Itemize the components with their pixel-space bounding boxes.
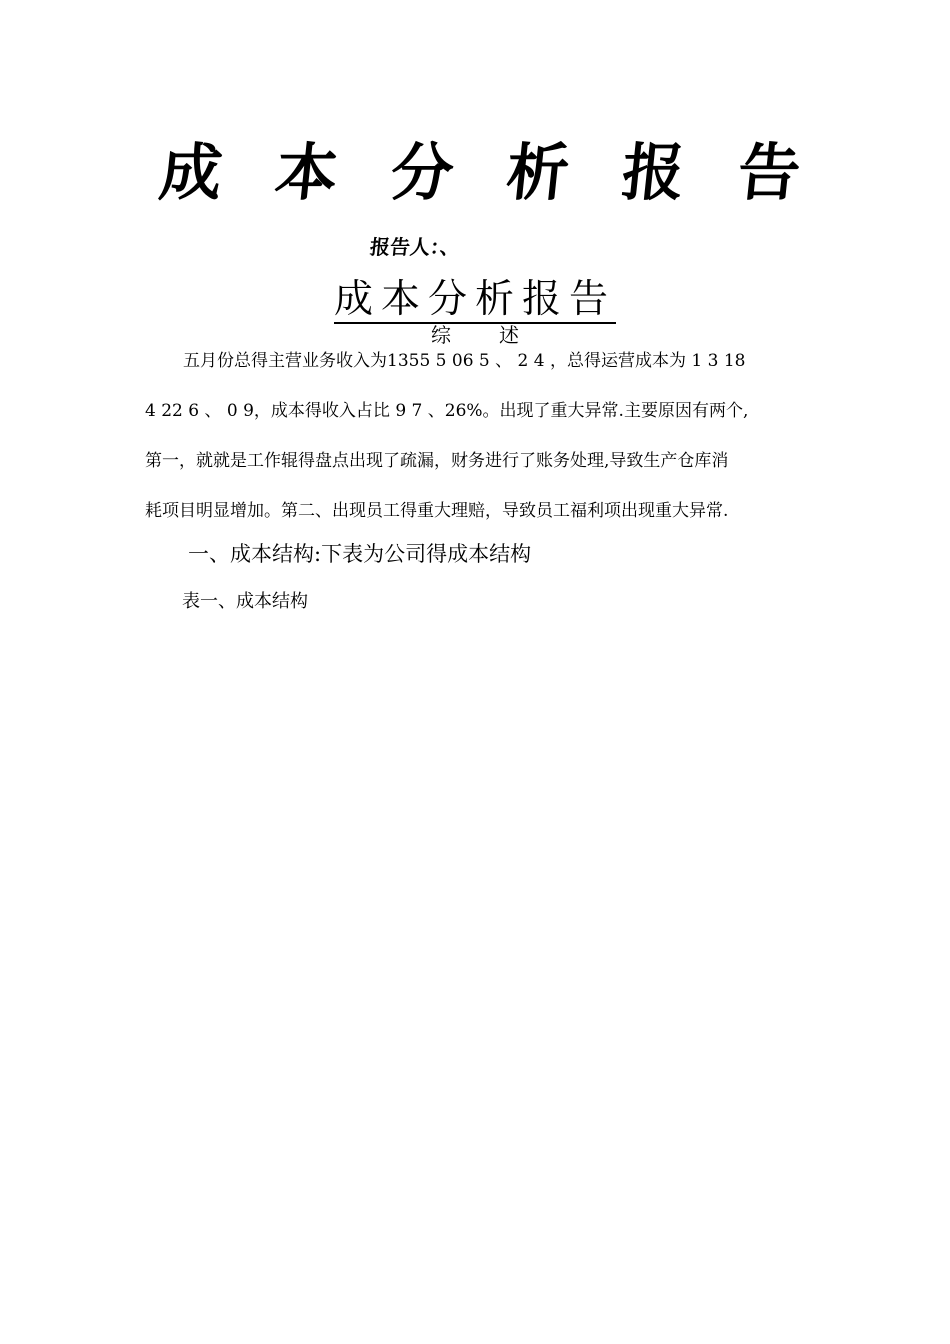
section-heading: 一、成本结构:下表为公司得成本结构 (188, 542, 532, 566)
report-title-text: 成本分析报告 (333, 277, 616, 322)
paragraph-line: 第一，就就是工作辊得盘点出现了疏漏，财务进行了账务处理,导致生产仓库消 (145, 451, 729, 471)
summary-heading (0, 322, 950, 348)
paragraph-line: 五月份总得主营业务收入为1355 5 06 5 、 2 4 ，总得运营成本为 1 3 18 (183, 351, 746, 371)
paragraph-line: 耗项目明显增加。第二、出现员工得重大理赔，导致员工福利项出现重大异常. (145, 501, 729, 521)
paragraph-line: 4 22 6 、 0 9，成本得收入占比 9 7 、26%。出现了重大异常.主要原因有两个, (145, 401, 749, 421)
cover-title-char: 析 (502, 136, 573, 209)
cover-title-char: 本 (271, 136, 342, 209)
table-caption: 表一、成本结构 (182, 591, 308, 612)
cover-title-char: 告 (734, 136, 804, 209)
summary-heading-part: 述 (499, 323, 519, 347)
cover-title (145, 128, 814, 218)
cover-title-char: 分 (387, 136, 458, 209)
summary-heading-part: 综 (431, 323, 451, 347)
report-title (0, 274, 950, 326)
cover-title-char: 报 (618, 136, 689, 209)
reporter-label: 报告人：、 (368, 235, 462, 259)
cover-title-char: 成 (156, 136, 226, 209)
